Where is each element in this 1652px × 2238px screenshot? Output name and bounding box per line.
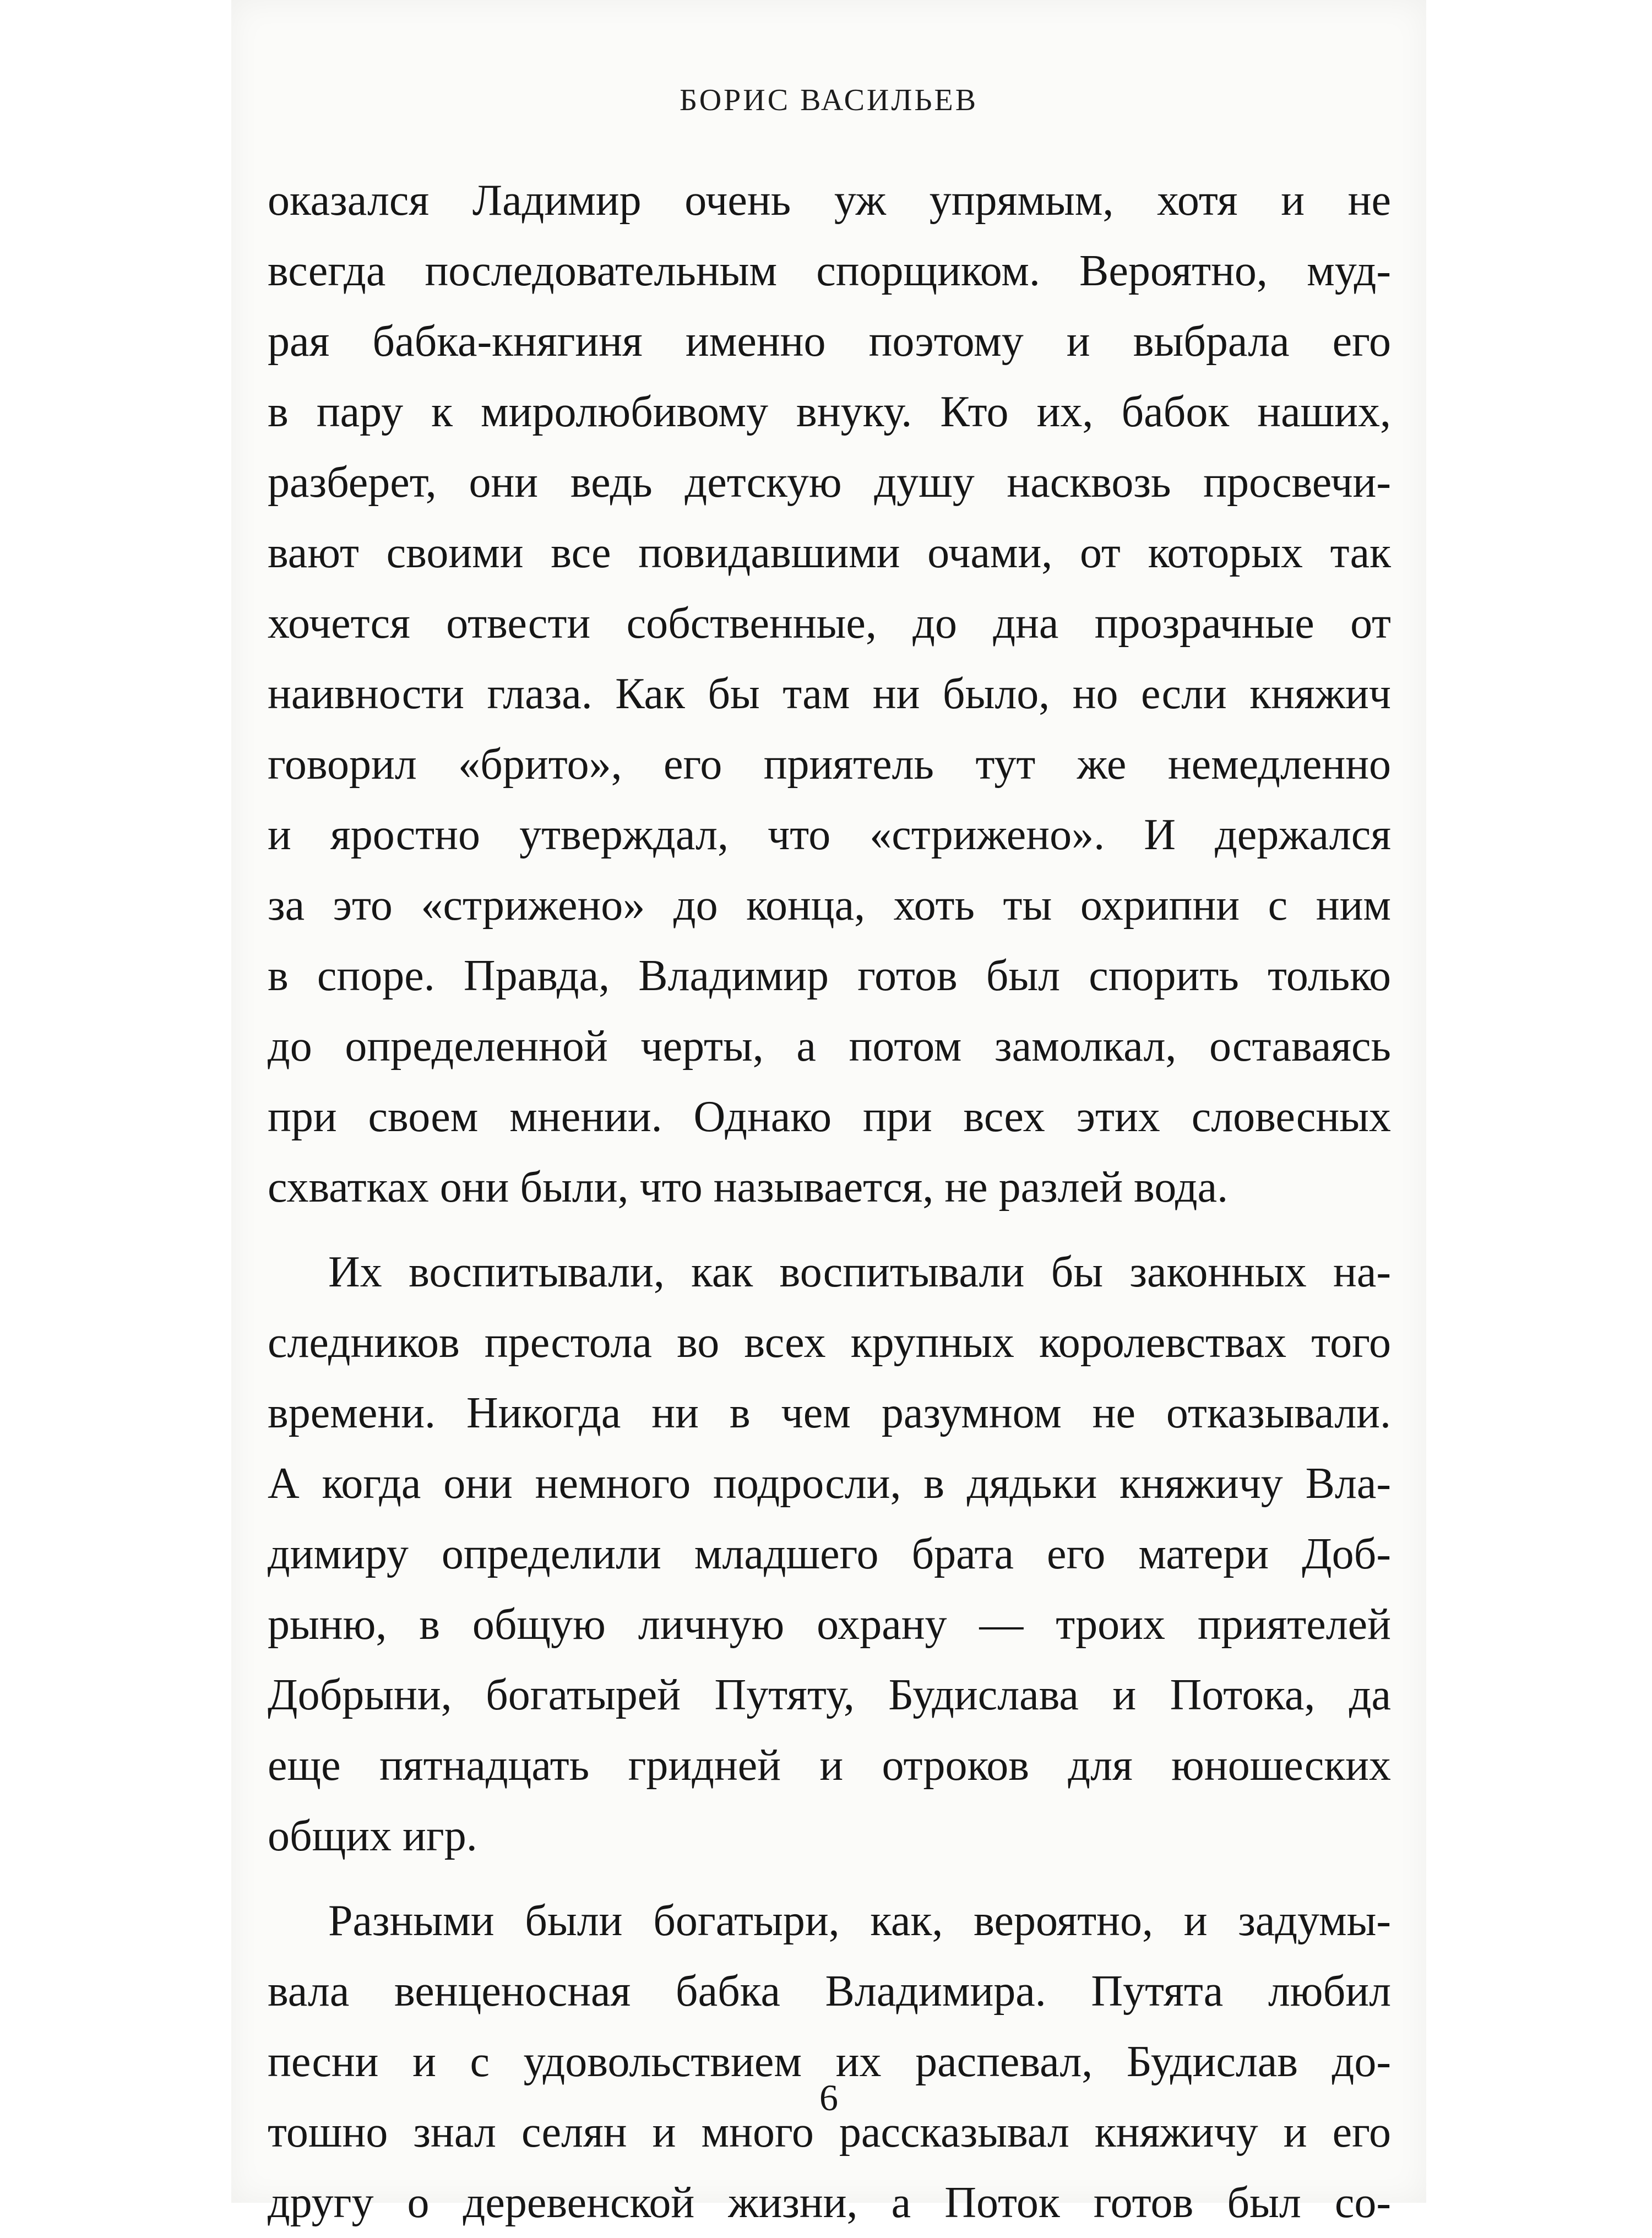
text-line: времени. Никогда ни в чем разумном не отказывали. <box>268 1389 1391 1437</box>
page-number: 6 <box>819 2077 838 2119</box>
text-line: говорил «брито», его приятель тут же немедленно <box>268 740 1391 789</box>
text-line: схватках они были, что называется, не разлей вода. <box>268 1163 1229 1212</box>
text-line: еще пятнадцать гридней и отроков для юношеских <box>268 1741 1391 1790</box>
text-line: следников престола во всех крупных королевствах того <box>268 1318 1391 1367</box>
text-line: разберет, они ведь детскую душу насквозь просвечи- <box>268 458 1391 507</box>
text-line: до определенной черты, а потом замолкал, оставаясь <box>268 1022 1391 1071</box>
text-line: общих игр. <box>268 1812 477 1860</box>
running-head: БОРИС ВАСИЛЬЕВ <box>679 83 979 117</box>
text-line: рыню, в общую личную охрану — троих приятелей <box>268 1600 1391 1649</box>
text-line: наивности глаза. Как бы там ни было, но если княжич <box>268 670 1391 718</box>
paragraph <box>268 165 1391 1223</box>
text-line: в пару к миролюбивому внуку. Кто их, бабок наших, <box>268 388 1391 436</box>
paragraph-gap <box>268 1871 1391 1886</box>
text-line: вала венценосная бабка Владимира. Путята любил <box>268 1967 1391 2016</box>
text-line: димиру определили младшего брата его матери Доб- <box>268 1530 1391 1578</box>
text-line: тошно знал селян и много рассказывал княжичу и его <box>268 2108 1391 2156</box>
text-line: Добрыни, богатырей Путяту, Будислава и Потока, да <box>268 1671 1391 1719</box>
text-line: песни и с удовольствием их распевал, Будислав до- <box>268 2038 1391 2086</box>
text-line: другу о деревенской жизни, а Поток готов был со- <box>268 2179 1391 2227</box>
text-line: оказался Ладимир очень уж упрямым, хотя и не <box>268 176 1391 225</box>
text-line: при своем мнении. Однако при всех этих словесных <box>268 1093 1391 1141</box>
text-line: рая бабка-княгиня именно поэтому и выбрала его <box>268 317 1391 366</box>
text-line: всегда последовательным спорщиком. Вероятно, муд- <box>268 247 1391 295</box>
text-line: за это «стрижено» до конца, хоть ты охрипни с ним <box>268 881 1391 930</box>
paragraph-gap <box>268 1223 1391 1237</box>
text-line: А когда они немного подросли, в дядьки княжичу Вла- <box>268 1459 1391 1508</box>
text-line: хочется отвести собственные, до дна прозрачные от <box>268 599 1391 648</box>
paragraph <box>268 1237 1391 1871</box>
body-text <box>268 165 1391 2238</box>
text-line: вают своими все повидавшими очами, от которых так <box>268 529 1391 577</box>
paragraph <box>268 1886 1391 2238</box>
text-line: Их воспитывали, как воспитывали бы законных на- <box>328 1248 1391 1296</box>
text-line: и яростно утверждал, что «стрижено». И держался <box>268 811 1391 859</box>
text-line: Разными были богатыри, как, вероятно, и задумы- <box>328 1897 1391 1945</box>
text-line: в споре. Правда, Владимир готов был спорить только <box>268 952 1391 1000</box>
